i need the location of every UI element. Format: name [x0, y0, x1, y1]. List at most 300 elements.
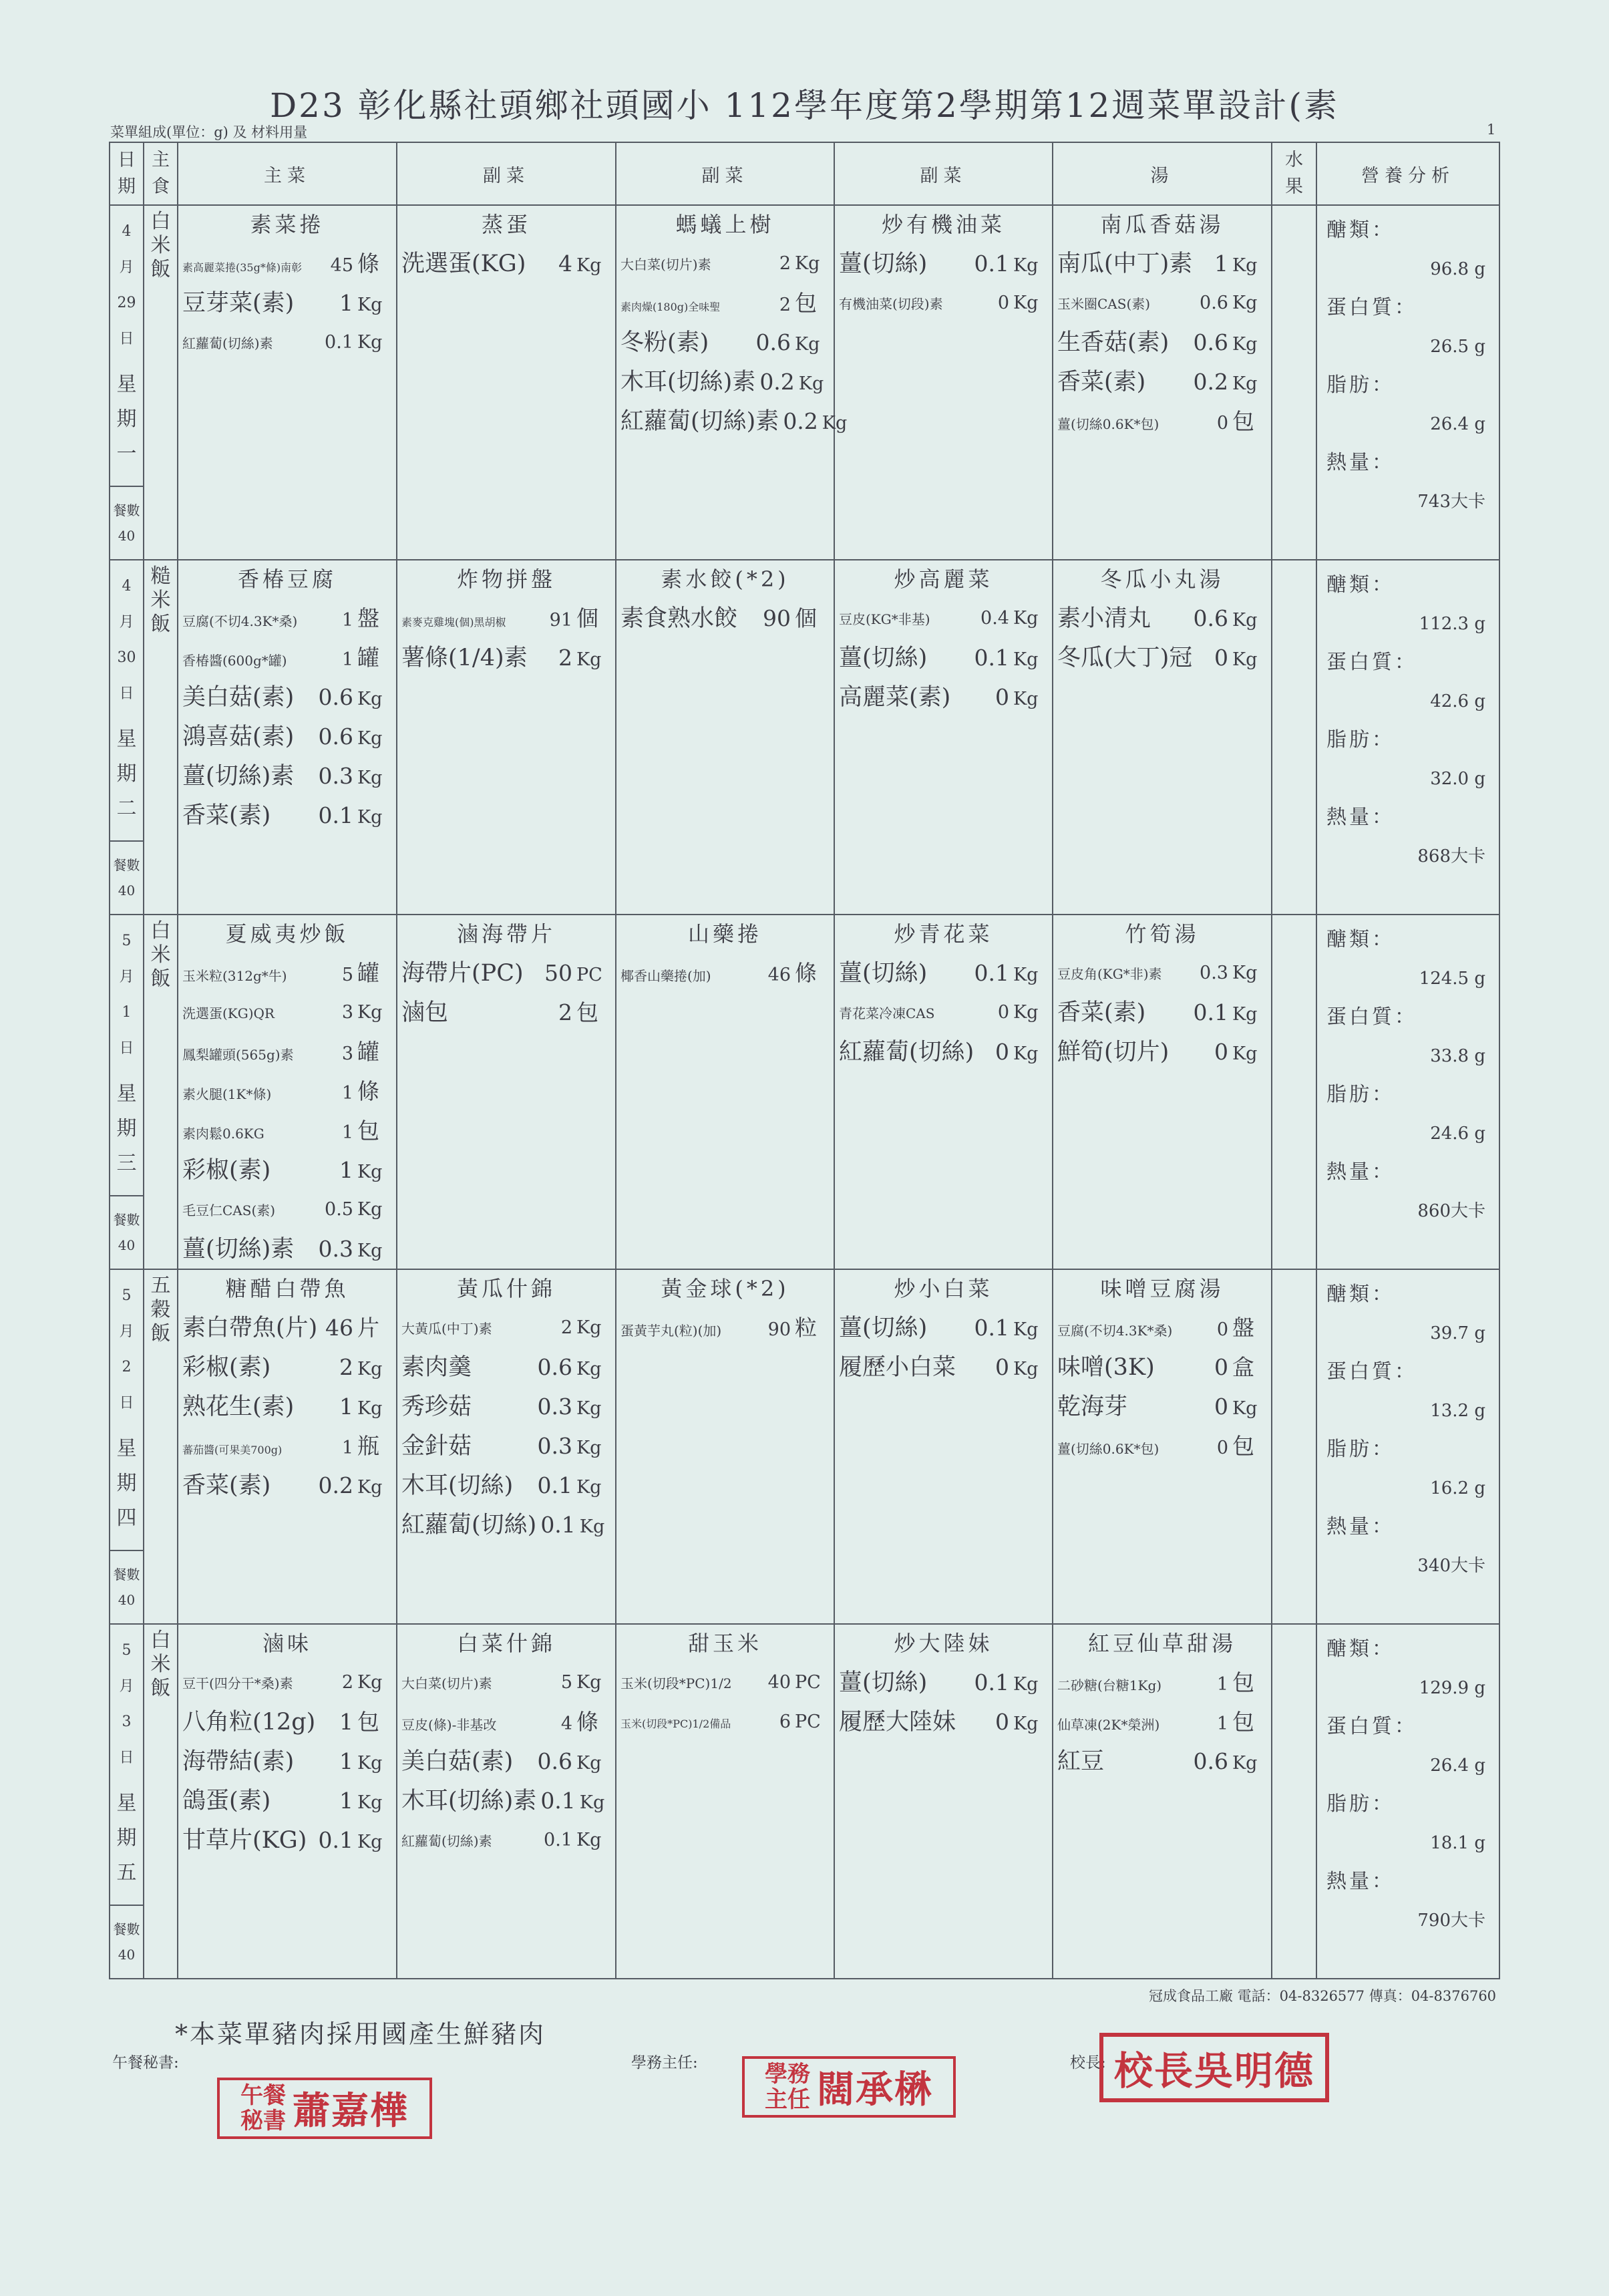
ingredient-qty: 5: [560, 1672, 572, 1693]
ingredient-row: [1053, 1742, 1271, 1781]
ingredient-qty: 40: [767, 1672, 791, 1693]
ingredient-unit: Kg: [357, 807, 383, 828]
weekday-char: 期: [116, 1826, 137, 1850]
ingredient-unit: Kg: [576, 1438, 602, 1458]
date-cell: [110, 915, 144, 1269]
ingredient-row: [1053, 953, 1271, 993]
side-dish-cell: [397, 1269, 616, 1624]
header-staple-char: 食: [152, 176, 170, 197]
ingredient-qty: 0: [1214, 1039, 1228, 1065]
ingredient-name: 玉米粒(312g*牛): [182, 968, 287, 984]
ingredient-row: [178, 323, 396, 362]
ingredient-name: 素小清丸: [1057, 605, 1151, 632]
ingredient-qty: 1: [1214, 251, 1228, 277]
energy-value: 860大卡: [1417, 1201, 1485, 1221]
ingredient-name: 薑(切絲): [839, 1315, 928, 1341]
ingredient-name: 熟花生(素): [182, 1393, 295, 1420]
ingredient-name: 乾海芽: [1057, 1393, 1128, 1420]
page-number: 1: [1487, 122, 1496, 138]
ingredient-row: [397, 1702, 615, 1742]
dish-name: 炒有機油菜: [881, 212, 1005, 237]
ingredient-name: 大白菜(切片)素: [401, 1675, 492, 1691]
ingredient-qty: 0.6: [755, 329, 791, 355]
ingredient-name: 素火腿(1K*條): [182, 1086, 272, 1102]
ingredient-qty: 1: [339, 1709, 353, 1735]
ingredient-qty: 0.6: [1200, 293, 1228, 313]
ingredient-unit: Kg: [357, 1002, 383, 1023]
ingredient-unit: Kg: [576, 649, 602, 670]
ingredient-unit: Kg: [1013, 293, 1039, 313]
ingredient-name: 洗選蛋(KG)QR: [182, 1005, 275, 1021]
ingredient-unit: Kg: [576, 1830, 602, 1850]
dish-name: 南瓜香菇湯: [1100, 212, 1224, 237]
ingredient-name: 冬瓜(大丁)冠: [1057, 645, 1193, 671]
ingredient-name: 仙草凍(2K*榮洲): [1057, 1717, 1160, 1733]
ingredient-name: 香菜(素): [1057, 999, 1146, 1026]
ingredient-name: 豆腐(不切4.3K*桑): [1057, 1323, 1173, 1339]
dish-name: 滷味: [262, 1631, 312, 1656]
ingredient-unit: Kg: [576, 1317, 602, 1338]
date-month-unit: 月: [119, 1323, 134, 1340]
ingredient-unit: Kg: [357, 1199, 383, 1220]
ingredient-unit: Kg: [1013, 1002, 1039, 1023]
date-month-unit: 月: [119, 613, 134, 631]
ingredient-name: 履歷小白菜: [839, 1354, 956, 1381]
date-month: 5: [122, 1641, 132, 1659]
ingredient-unit: Kg: [576, 1753, 602, 1774]
date-block: [110, 1625, 143, 1978]
side-dish-cell: [397, 205, 616, 560]
ingredient-unit: Kg: [576, 1359, 602, 1379]
ingredient-unit: Kg: [576, 1398, 602, 1419]
ingredient-name: 玉米(切段*PC)1/2: [620, 1675, 732, 1691]
side-dish-cell: [834, 205, 1053, 560]
ingredient-unit: Kg: [1013, 649, 1039, 670]
ingredient-name: 豆芽菜(素): [182, 290, 295, 317]
protein-value: 26.4 g: [1430, 1756, 1485, 1776]
ingredient-name: 美白菇(素): [182, 684, 295, 711]
ingredient-qty: 1: [341, 1122, 353, 1143]
ingredient-name: 香菜(素): [1057, 369, 1146, 395]
weekday: [117, 1786, 137, 1891]
date-day-unit: 日: [119, 1040, 134, 1057]
ingredient-name: 豆皮角(KG*非)素: [1057, 966, 1162, 982]
fat-label: 脂肪：: [1326, 1438, 1395, 1461]
carb-value: 96.8 g: [1430, 259, 1485, 279]
ingredient-row: [178, 1702, 396, 1742]
staple-char: 米: [150, 943, 171, 967]
staple-char: 飯: [150, 967, 171, 991]
ingredient-unit: Kg: [1013, 965, 1039, 985]
ingredient-row: [397, 1347, 615, 1387]
ingredient-unit: 包: [1232, 1433, 1254, 1459]
ingredient-qty: 0.6: [318, 723, 353, 750]
ingredient-row: [616, 599, 834, 638]
weekday-char: 二: [116, 797, 137, 821]
dish-name: 炸物拼盤: [456, 566, 556, 592]
weekday-char: 星: [116, 1792, 137, 1816]
protein-value: 13.2 g: [1430, 1401, 1485, 1421]
date-month-unit: 月: [119, 259, 134, 276]
weekday-char: 期: [116, 1472, 137, 1496]
ingredient-row: [616, 244, 834, 283]
ingredient-row: [616, 1702, 834, 1742]
ingredient-row: [1053, 1032, 1271, 1072]
ingredient-unit: 罐: [357, 1039, 379, 1065]
ingredient-name: 香椿醬(600g*罐): [182, 653, 287, 669]
side-dish-cell: [834, 1269, 1053, 1624]
ingredient-qty: 0.1: [974, 1669, 1009, 1695]
soup-cell: [1053, 560, 1272, 915]
weekday: [117, 1432, 137, 1536]
ingredient-unit: Kg: [576, 1672, 602, 1693]
ingredient-qty: 0: [995, 1709, 1009, 1735]
ingredient-row: [835, 1347, 1052, 1387]
ingredient-qty: 0: [1216, 1319, 1228, 1340]
header-side-3: 副菜: [834, 142, 1053, 205]
ingredient-name: 豆腐(不切4.3K*桑): [182, 613, 298, 629]
ingredient-row: [178, 1820, 396, 1860]
ingredient-name: 紅蘿蔔(切絲): [839, 1039, 974, 1065]
ingredient-row: [178, 1190, 396, 1229]
staple-char: 米: [150, 589, 171, 612]
ingredient-qty: 90: [763, 605, 791, 631]
side-dish-cell: [397, 560, 616, 915]
ingredient-name: 薑(切絲0.6K*包): [1057, 416, 1159, 432]
ingredient-name: 味噌(3K): [1057, 1354, 1155, 1381]
ingredient-row: [835, 283, 1052, 323]
staple-cell: [144, 915, 178, 1269]
ingredient-name: 金針菇: [401, 1433, 472, 1460]
ingredient-unit: Kg: [357, 728, 383, 749]
nutrition-block: [1317, 915, 1499, 1231]
ingredient-unit: 盒: [1232, 1354, 1254, 1380]
ingredient-qty: 0.6: [537, 1748, 572, 1774]
dish-name: 黃瓜什錦: [456, 1276, 556, 1301]
header-side-2: 副菜: [616, 142, 834, 205]
ingredient-unit: 條: [576, 1709, 598, 1735]
servings-count: 40: [118, 1947, 136, 1963]
dish-name: 炒高麗菜: [894, 566, 993, 592]
protein-value: 26.5 g: [1430, 337, 1485, 357]
weekday-char: 五: [116, 1861, 137, 1885]
date-text: [110, 1625, 143, 1905]
ingredient-row: [178, 599, 396, 638]
ingredient-unit: 包: [1232, 1669, 1254, 1695]
ingredient-qty: 0.1: [1193, 999, 1228, 1025]
date-day-unit: 日: [119, 1395, 134, 1412]
header-fruit-char: 水: [1285, 150, 1303, 170]
ingredient-name: 薑(切絲)素: [182, 1236, 295, 1263]
servings-count: 40: [118, 528, 136, 544]
ingredient-row: [397, 1781, 615, 1820]
principal-seal-text: 校長吳明德: [1113, 2048, 1314, 2094]
ingredient-qty: 0.1: [544, 1830, 572, 1850]
weekday: [117, 367, 137, 472]
day-row: [110, 560, 1499, 915]
ingredient-name: 有機油菜(切段)素: [839, 296, 943, 312]
ingredient-qty: 1: [339, 290, 353, 316]
ingredient-qty: 0.4: [980, 608, 1009, 629]
ingredient-qty: 0.1: [540, 1512, 576, 1538]
dish-name: 炒小白菜: [894, 1276, 993, 1301]
ingredient-unit: 條: [795, 960, 817, 986]
ingredient-row: [178, 1111, 396, 1150]
servings-box: [110, 1550, 143, 1623]
side-dish-cell: [397, 915, 616, 1269]
ingredient-name: 薑(切絲)素: [182, 763, 295, 790]
ingredient-qty: 1: [341, 1083, 353, 1104]
day-row: [110, 205, 1499, 560]
director-seal-title-char: 主: [765, 2086, 787, 2113]
ingredient-name: 蛋黃芋丸(粒)(加): [620, 1323, 722, 1339]
ingredient-name: 鴿蛋(素): [182, 1788, 271, 1814]
ingredient-row: [1053, 993, 1271, 1032]
ingredient-qty: 0.6: [537, 1354, 572, 1380]
ingredient-name: 大黃瓜(中丁)素: [401, 1321, 492, 1337]
ingredient-name: 紅豆: [1057, 1748, 1105, 1775]
ingredient-unit: Kg: [1013, 255, 1039, 276]
servings-box: [110, 486, 143, 559]
energy-label: 熱量：: [1326, 1160, 1395, 1184]
ingredient-row: [835, 1308, 1052, 1347]
fruit-cell: [1272, 560, 1316, 915]
ingredient-unit: Kg: [579, 1516, 605, 1537]
header-date-char: 日: [118, 150, 136, 170]
ingredient-qty: 2: [779, 295, 791, 315]
protein-label: 蛋白質：: [1326, 651, 1417, 674]
fat-label: 脂肪：: [1326, 1792, 1395, 1816]
servings-count: 40: [118, 1592, 136, 1608]
energy-value: 340大卡: [1417, 1556, 1485, 1576]
ingredient-unit: 條: [357, 1078, 379, 1104]
ingredient-unit: Kg: [1013, 1043, 1039, 1064]
director-seal-title-char: 任: [787, 2086, 810, 2113]
ingredient-name: 薑(切絲): [839, 645, 928, 671]
ingredient-unit: Kg: [357, 1241, 383, 1261]
ingredient-unit: Kg: [1232, 1004, 1258, 1025]
ingredient-qty: 0.6: [1193, 329, 1228, 355]
ingredient-qty: 1: [341, 1438, 353, 1458]
header-nutrition: 營養分析: [1316, 142, 1499, 205]
header-staple-char: 主: [152, 150, 170, 170]
secretary-seal-title-char: 午: [240, 2082, 263, 2109]
ingredient-row: [1053, 1347, 1271, 1387]
ingredient-qty: 4: [558, 251, 572, 277]
ingredient-unit: Kg: [1232, 1043, 1258, 1064]
ingredient-name: 薑(切絲): [839, 251, 928, 277]
weekday-char: 星: [116, 727, 137, 752]
date-month: 4: [122, 577, 132, 595]
ingredient-unit: 包: [1232, 1709, 1254, 1735]
ingredient-unit: 包: [795, 290, 817, 316]
ingredient-row: [835, 599, 1052, 638]
ingredient-qty: 1: [341, 649, 353, 670]
ingredient-row: [1053, 1308, 1271, 1347]
ingredient-name: 紅蘿蔔(切絲)素: [620, 408, 779, 435]
nutrition-block: [1317, 206, 1499, 521]
staple-char: 白: [150, 1629, 171, 1652]
ingredient-row: [178, 796, 396, 835]
ingredient-row: [1053, 1663, 1271, 1702]
ingredient-unit: Kg: [576, 1477, 602, 1498]
side-dish-cell: [616, 205, 848, 560]
ingredient-qty: 0: [1214, 1354, 1228, 1380]
protein-label: 蛋白質：: [1326, 296, 1417, 319]
side-dish-cell: [834, 915, 1053, 1269]
ingredient-row: [178, 1781, 396, 1820]
ingredient-name: 高麗菜(素): [839, 684, 951, 711]
dish-name: 蒸蛋: [481, 212, 531, 237]
energy-value: 868大卡: [1417, 846, 1485, 866]
header-fruit: [1272, 142, 1316, 205]
staple-char: 米: [150, 1653, 171, 1676]
ingredient-qty: 1: [1216, 1713, 1228, 1734]
ingredient-name: 海帶結(素): [182, 1748, 295, 1775]
staple-char: 五: [150, 1274, 171, 1297]
protein-value: 33.8 g: [1430, 1046, 1485, 1066]
weekday: [117, 722, 137, 826]
ingredient-unit: Kg: [357, 1832, 383, 1852]
soup-cell: [1053, 1624, 1272, 1979]
dish-name: 素水餃(*2): [661, 566, 789, 592]
ingredient-unit: Kg: [357, 1753, 383, 1774]
date-day: 1: [122, 1004, 132, 1021]
servings-count: 40: [118, 1237, 136, 1253]
ingredient-row: [835, 677, 1052, 717]
staple-cell: [144, 1269, 178, 1624]
ingredient-qty: 0.2: [1193, 369, 1228, 395]
carb-label: 醣類：: [1326, 1637, 1395, 1661]
servings-label: 餐數: [113, 1921, 140, 1937]
side-dish-cell: [397, 1624, 616, 1979]
date-month-unit: 月: [119, 1677, 134, 1695]
ingredient-name: 海帶片(PC): [401, 960, 524, 987]
company-info: 冠成食品工廠 電話：04-8326577 傳真：04-8376760: [1149, 1988, 1497, 2004]
ingredient-unit: Kg: [798, 373, 824, 394]
servings-label: 餐數: [113, 857, 140, 873]
ingredient-name: 二砂糖(台糖1Kg): [1057, 1677, 1162, 1693]
ingredient-qty: 90: [767, 1319, 791, 1340]
pork-origin-note: *本菜單豬肉採用國產生鮮豬肉: [175, 2019, 546, 2049]
ingredient-unit: Kg: [1232, 255, 1258, 276]
ingredient-row: [397, 244, 615, 283]
date-day: 29: [117, 295, 136, 312]
staple-cell: [144, 205, 178, 560]
soup-cell: [1053, 915, 1272, 1269]
ingredient-unit: Kg: [822, 413, 848, 434]
carb-value: 124.5 g: [1419, 969, 1485, 989]
staple-char: 飯: [150, 1677, 171, 1700]
protein-value: 42.6 g: [1430, 691, 1485, 711]
servings-box: [110, 1195, 143, 1269]
main-dish-cell: [178, 205, 397, 560]
nutrition-block: [1317, 560, 1499, 876]
ingredient-qty: 1: [339, 1393, 353, 1420]
servings-box: [110, 1905, 143, 1978]
dish-name: 螞蟻上樹: [675, 212, 775, 237]
ingredient-name: 蕃茄醬(可果美700g): [182, 1444, 283, 1456]
ingredient-name: 鮮筍(切片): [1057, 1039, 1170, 1065]
ingredient-row: [616, 283, 834, 323]
ingredient-name: 素麥克雞塊(個)黑胡椒: [401, 616, 506, 629]
fruit-cell: [1272, 1624, 1316, 1979]
protein-label: 蛋白質：: [1326, 1715, 1417, 1738]
unit-note: 菜單組成(單位：g) 及 材料用量: [110, 124, 308, 140]
ingredient-row: [178, 993, 396, 1032]
ingredient-qty: 50: [544, 960, 572, 986]
ingredient-name: 玉米(切段*PC)1/2備品: [620, 1717, 731, 1730]
ingredient-qty: 1: [339, 1748, 353, 1774]
main-dish-cell: [178, 1624, 397, 1979]
ingredient-name: 素食熟水餃: [620, 605, 738, 632]
date-month-unit: 月: [119, 968, 134, 985]
ingredient-name: 香菜(素): [182, 802, 271, 829]
ingredient-qty: 0: [997, 293, 1009, 313]
ingredient-name: 玉米圈CAS(素): [1057, 296, 1151, 312]
fruit-cell: [1272, 1269, 1316, 1624]
ingredient-qty: 91: [549, 610, 572, 631]
ingredient-qty: 0.1: [974, 251, 1009, 277]
dish-name: 竹筍湯: [1125, 921, 1200, 947]
header-side-1: 副菜: [397, 142, 616, 205]
staple-cell: [144, 560, 178, 915]
ingredient-qty: 1: [341, 610, 353, 631]
ingredient-qty: 0: [995, 1039, 1009, 1065]
ingredient-qty: 0.1: [537, 1472, 572, 1498]
ingredient-qty: 46: [767, 965, 791, 985]
ingredient-name: 薑(切絲0.6K*包): [1057, 1441, 1159, 1457]
ingredient-name: 薑(切絲): [839, 960, 928, 987]
ingredient-unit: Kg: [357, 1398, 383, 1419]
ingredient-unit: Kg: [1013, 1319, 1039, 1340]
ingredient-unit: 包: [576, 999, 598, 1025]
ingredient-row: [835, 1702, 1052, 1742]
ingredient-name: 素肉燥(180g)全味聖: [620, 301, 721, 313]
main-dish-cell: [178, 915, 397, 1269]
ingredient-name: 豆干(四分干*桑)素: [182, 1675, 293, 1691]
day-row: [110, 1269, 1499, 1624]
main-dish-cell: [178, 1269, 397, 1624]
ingredient-unit: 個: [795, 605, 817, 631]
ingredient-qty: 6: [779, 1711, 791, 1732]
ingredient-row: [835, 993, 1052, 1032]
servings-count: 40: [118, 882, 136, 898]
side-dish-cell: [834, 1624, 1053, 1979]
director-seal-name: 闊承楙: [817, 2068, 933, 2112]
staple-char: 米: [150, 234, 171, 257]
date-day-unit: 日: [119, 1750, 134, 1767]
ingredient-name: 美白菇(素): [401, 1748, 514, 1775]
dish-name: 香椿豆腐: [237, 566, 337, 592]
ingredient-row: [178, 1742, 396, 1781]
ingredient-row: [178, 638, 396, 677]
ingredient-qty: 45: [330, 255, 353, 276]
date-day: 2: [122, 1359, 132, 1376]
ingredient-qty: 0.5: [325, 1199, 353, 1220]
soup-cell: [1053, 205, 1272, 560]
staple-char: 穀: [150, 1298, 171, 1321]
ingredient-unit: 罐: [357, 960, 379, 986]
ingredient-row: [397, 1742, 615, 1781]
date-text: [110, 915, 143, 1195]
ingredient-qty: 0: [1214, 645, 1228, 671]
date-text: [110, 1270, 143, 1550]
side-dish-cell: [616, 560, 834, 915]
ingredient-row: [616, 401, 848, 441]
energy-label: 熱量：: [1326, 451, 1395, 474]
weekday: [117, 1077, 137, 1181]
